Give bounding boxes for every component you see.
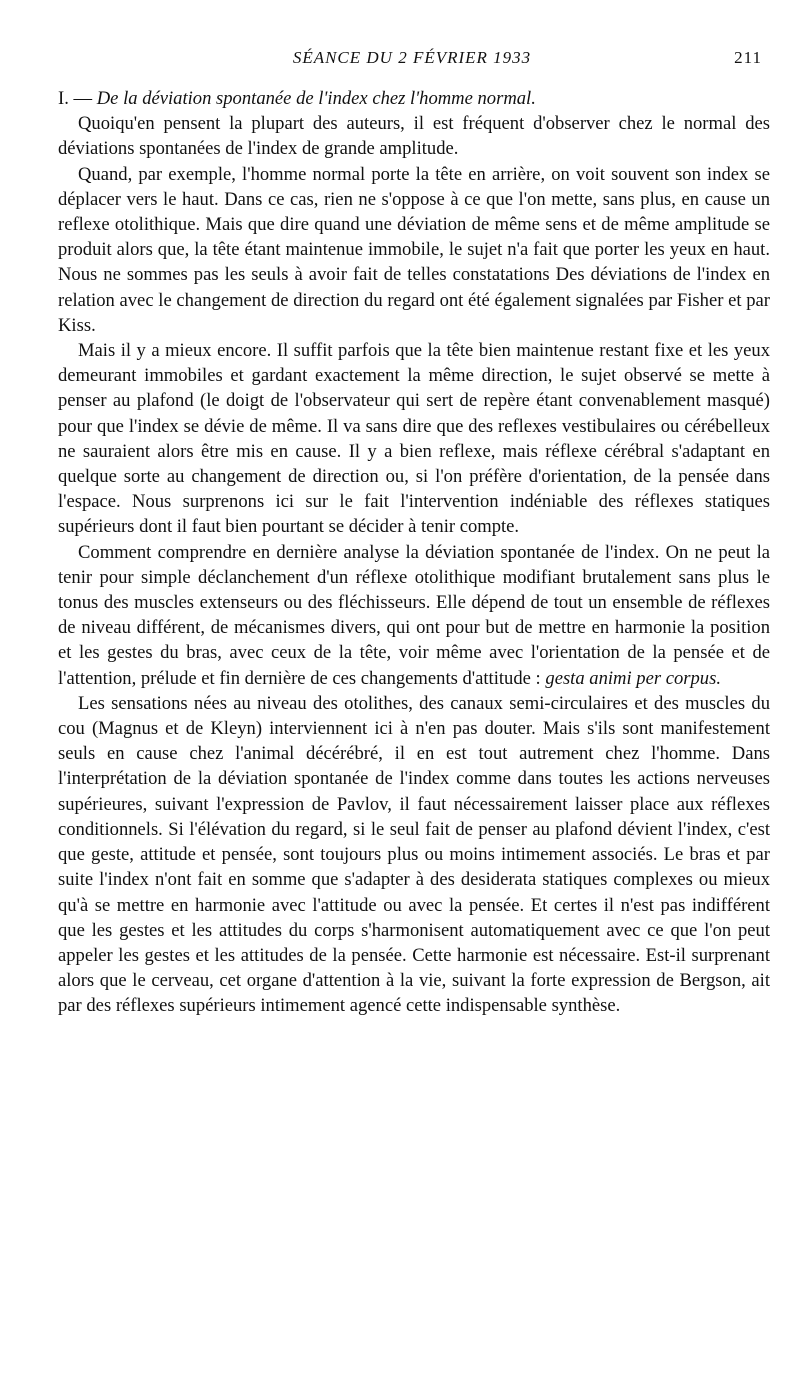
paragraph-4-latin: gesta animi per corpus. <box>545 667 721 689</box>
running-title: SÉANCE DU 2 FÉVRIER 1933 <box>292 48 532 67</box>
paragraph-3: Mais il y a mieux encore. Il suffit parfois que la tête bien maintenue restant fixe et les yeux demeurant immobiles et gardant exactement la même direction, le sujet observé se mette à penser au plafond (le doigt de l'observateur qui sert de repère étant convenablement masqué) pour que l'index se dévie de même. Il va sans dire que des reflexes vestibulaires ou cérébelleux ne sauraient alors être mis en cause. Il y a bien reflexe, mais réflexe cérébral s'adaptant en quelque sorte au changement de direction ou, si l'on préfère d'orientation, de la pensée dans l'espace. Nous surprenons ici sur le fait l'intervention indéniable des réflexes statiques supérieurs dont il faut bien pourtant se décider à tenir compte. <box>58 340 770 538</box>
paragraph-2: Quand, par exemple, l'homme normal porte la tête en arrière, on voit souvent son index se déplacer vers le haut. Dans ce cas, rien ne s'oppose à ce que l'on mette, sans plus, en cause un reflexe otolithique. Mais que dire quand une déviation de même sens et de même amplitude se produit alors que, la tête étant maintenue immobile, le sujet n'a fait que porter les yeux en haut. Nous ne sommes pas les seuls à avoir fait de telles constatations Des déviations de l'index en relation avec le changement de direction du regard ont été également signalées par Fisher et par Kiss. <box>58 163 770 336</box>
body-text <box>58 86 770 1019</box>
paragraph-5: Les sensations nées au niveau des otolithes, des canaux semi-circulaires et des muscles du cou (Magnus et de Kleyn) interviennent ici à n'en pas douter. Mais s'ils sont manifestement seuls en cause chez l'animal décérébré, il en est tout autrement chez l'homme. Dans l'interprétation de la déviation spontanée de l'index comme dans toutes les actions nerveuses supérieures, suivant l'expression de Pavlov, il faut nécessairement laisser place aux réflexes conditionnels. Si l'élévation du regard, si le seul fait de penser au plafond dévient l'index, c'est que geste, attitude et pensée, sont toujours plus ou moins intimement associés. Le bras et par suite l'index n'ont fait en somme que s'adapter à des desiderata statiques complexes ou mieux qu'à se mettre en harmonie avec l'attitude ou avec la pensée. Et certes il n'est pas indifférent que les gestes et les attitudes du corps s'harmonisent automatiquement avec ce que l'on peut appeler les gestes et les attitudes de la pensée. Cette harmonie est nécessaire. Est-il surprenant alors que le cerveau, cet organe d'attention à la vie, suivant la forte expression de Bergson, ait par des réflexes supérieurs intimement agencé cette indispensable synthèse. <box>58 692 770 1017</box>
paragraph-4-text: Comment comprendre en dernière analyse la déviation spontanée de l'index. On ne peut la tenir pour simple déclanchement d'un réflexe otolithique modifiant brutalement sans plus le tonus des muscles extenseurs ou des fléchisseurs. Elle dépend de tout un ensemble de réflexes de niveau différent, de mécanismes divers, qui ont pour but de mettre en harmonie la position et les gestes du bras, avec ceux de la tête, voir même avec l'orientation de la pensée et de l'attention, prélude et fin dernière de ces changements d'attitude : <box>58 541 770 689</box>
paragraph-4 <box>58 540 770 691</box>
paragraph-1: Quoiqu'en pensent la plupart des auteurs, il est fréquent d'observer chez le normal des déviations spontanées de l'index de grande amplitude. <box>58 113 770 160</box>
page-number: 211 <box>734 48 762 67</box>
section-heading <box>58 86 770 111</box>
section-title: De la déviation spontanée de l'index chez l'homme normal. <box>96 88 536 109</box>
page-header <box>62 48 762 72</box>
section-number: I. — <box>58 88 93 109</box>
